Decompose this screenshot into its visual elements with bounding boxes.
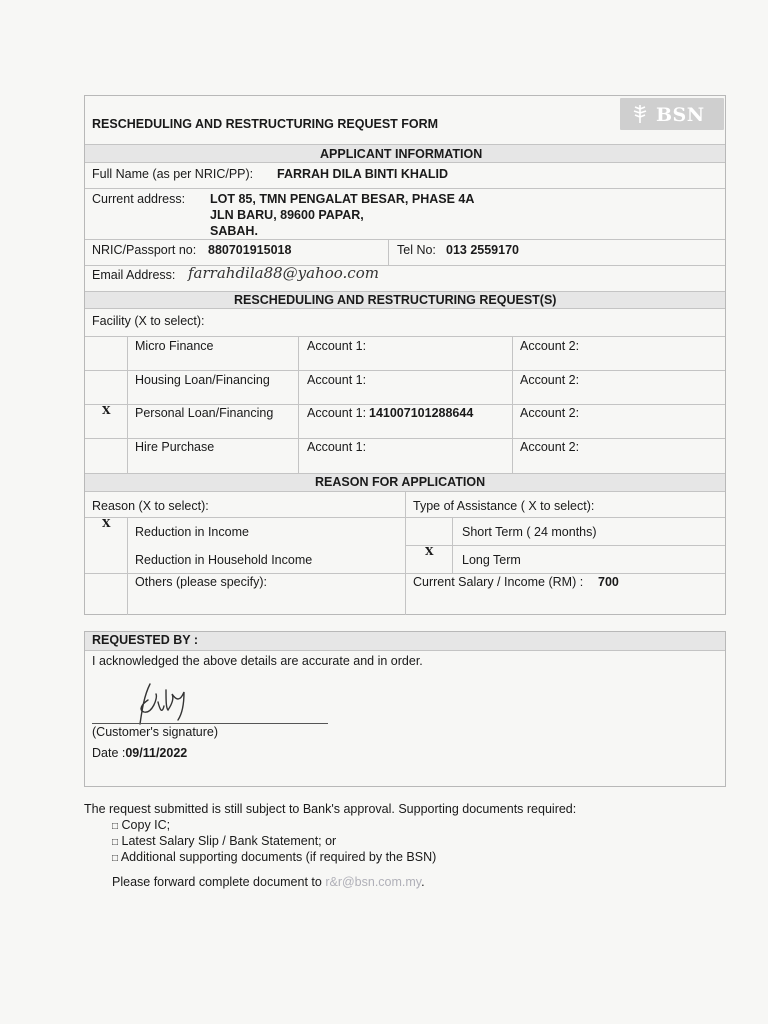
facility-mark: X (102, 404, 111, 417)
nric-label: NRIC/Passport no: (92, 243, 197, 257)
account1-label: Account 1: (307, 339, 367, 353)
account2-label: Account 2: (520, 440, 580, 454)
document-item-text: Copy IC; (121, 818, 171, 832)
acknowledgement-text: I acknowledged the above details are accurate and in order. (92, 654, 423, 668)
reason-item: Reduction in Income (135, 525, 249, 539)
address-label: Current address: (92, 192, 186, 206)
approval-note: The request submitted is still subject to Bank's approval. Supporting documents required: (84, 802, 577, 816)
signature-line (92, 723, 328, 724)
address-line1: LOT 85, TMN PENGALAT BESAR, PHASE 4A (210, 192, 475, 206)
nric-value: 880701915018 (208, 243, 292, 257)
document-item-text: Latest Salary Slip / Bank Statement; or (121, 834, 337, 848)
account2-label: Account 2: (520, 406, 580, 420)
reason-mark: X (102, 517, 111, 530)
account1-label: Account 1: (307, 440, 367, 454)
requests-section-title: RESCHEDULING AND RESTRUCTURING REQUEST(S) (234, 293, 557, 307)
assistance-label: Type of Assistance ( X to select): (413, 499, 595, 513)
account2-label: Account 2: (520, 339, 580, 353)
salary-label: Current Salary / Income (RM) : (413, 575, 584, 589)
signature-caption: (Customer's signature) (92, 725, 219, 739)
document-item (112, 818, 170, 834)
email-label: Email Address: (92, 268, 176, 282)
account1-label: Account 1: (307, 373, 367, 387)
address-line2: JLN BARU, 89600 PAPAR, (210, 208, 364, 222)
logo-text: BSN (656, 104, 705, 126)
facility-name: Hire Purchase (135, 440, 215, 454)
forward-suffix: . (421, 875, 425, 889)
reason-section-title: REASON FOR APPLICATION (315, 475, 486, 489)
email-value: farrahdila88@yahoo.com (188, 264, 379, 282)
facility-name: Housing Loan/Financing (135, 373, 270, 387)
assistance-mark: X (425, 545, 434, 558)
full-name-value: FARRAH DILA BINTI KHALID (277, 167, 449, 181)
forward-prefix: Please forward complete document to (112, 875, 326, 889)
tel-label: Tel No: (397, 243, 436, 257)
customer-signature (128, 680, 198, 728)
forward-email-link[interactable]: r&r@bsn.com.my (325, 875, 422, 889)
reason-label: Reason (X to select): (92, 499, 209, 513)
account1-label: Account 1: (307, 406, 367, 420)
applicant-section-title: APPLICANT INFORMATION (320, 147, 483, 161)
date-value: 09/11/2022 (125, 746, 188, 760)
assistance-item: Long Term (462, 553, 521, 567)
facility-name: Personal Loan/Financing (135, 406, 274, 420)
document-item (112, 834, 336, 850)
bsn-logo (620, 98, 724, 130)
reason-item: Reduction in Household Income (135, 553, 313, 567)
checkbox-icon: □ (112, 837, 119, 848)
account2-label: Account 2: (520, 373, 580, 387)
account1-value: 141007101288644 (369, 406, 474, 420)
tel-value: 013 2559170 (446, 243, 519, 257)
document-item (112, 850, 436, 866)
forward-instruction (112, 875, 425, 889)
form-title: RESCHEDULING AND RESTRUCTURING REQUEST FORM (92, 117, 439, 131)
facility-label: Facility (X to select): (92, 314, 205, 328)
checkbox-icon: □ (112, 821, 119, 832)
checkbox-icon: □ (112, 853, 119, 864)
date-field (92, 746, 187, 760)
date-label: Date : (92, 746, 126, 760)
address-line3: SABAH. (210, 224, 258, 238)
bsn-leaf-icon (630, 104, 650, 124)
assistance-item: Short Term ( 24 months) (462, 525, 597, 539)
full-name-label: Full Name (as per NRIC/PP): (92, 167, 254, 181)
reason-item: Others (please specify): (135, 575, 267, 589)
salary-value: 700 (598, 575, 619, 589)
document-item-text: Additional supporting documents (if required by the BSN) (120, 850, 437, 864)
requested-by-title: REQUESTED BY : (92, 633, 199, 647)
facility-name: Micro Finance (135, 339, 214, 353)
